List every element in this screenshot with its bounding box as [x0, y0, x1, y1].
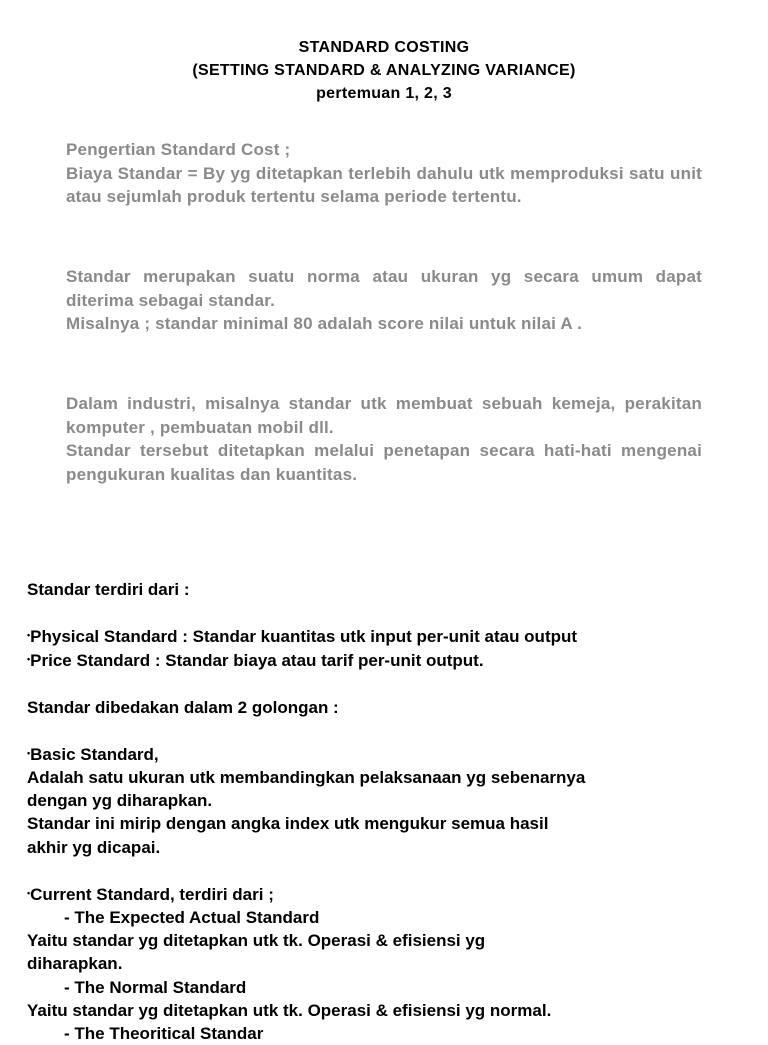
sub-item-theoretical: - The Theoritical Standar [64, 1024, 264, 1044]
list-item-current [27, 882, 757, 906]
bullet-icon: • [27, 654, 31, 665]
bullet-icon: • [27, 747, 31, 758]
sub-item-expected: - The Expected Actual Standard [64, 908, 320, 928]
norm-block [66, 265, 702, 336]
current-standard-title: Current Standard, terdiri dari ; [30, 884, 274, 904]
basic-line: Standar ini mirip dengan angka index utk mengukur semua hasil [27, 814, 549, 834]
definition-block [66, 138, 702, 209]
basic-line: Adalah satu ukuran utk membandingkan pelaksanaan yg sebenarnya [27, 768, 586, 788]
document-title: STANDARD COSTING [298, 39, 470, 56]
industry-block [66, 392, 702, 486]
norm-example: Misalnya ; standar minimal 80 adalah score nilai untuk nilai A . [66, 314, 583, 333]
bullet-icon: • [27, 887, 31, 898]
industry-text: Dalam industri, misalnya standar utk membuat sebuah kemeja, perakitan komputer , pembuatan mobil dll. [66, 394, 702, 437]
standards-heading: Standar terdiri dari : [27, 580, 190, 599]
definition-heading: Pengertian Standard Cost ; [66, 140, 291, 159]
expected-line: diharapkan. [27, 954, 123, 974]
basic-line: akhir yg dicapai. [27, 837, 161, 857]
classification-heading: Standar dibedakan dalam 2 golongan : [27, 697, 339, 717]
list-item-basic [27, 742, 757, 766]
meeting-label: pertemuan 1, 2, 3 [316, 85, 452, 102]
sub-item-normal: - The Normal Standard [64, 977, 247, 997]
industry-standard-text: Standar tersebut ditetapkan melalui penetapan secara hati-hati mengenai pengukuran kualitas dan kuantitas. [66, 441, 702, 484]
list-item-physical [27, 624, 757, 648]
standards-section [27, 578, 757, 1045]
norm-text: Standar merupakan suatu norma atau ukuran yg secara umum dapat diterima sebagai standar. [66, 267, 702, 310]
document-subtitle: (SETTING STANDARD & ANALYZING VARIANCE) [192, 62, 576, 79]
expected-line: Yaitu standar yg ditetapkan utk tk. Operasi & efisiensi yg [27, 931, 486, 951]
normal-line: Yaitu standar yg ditetapkan utk tk. Operasi & efisiensi yg normal. [27, 1000, 552, 1020]
price-standard-text: Price Standard : Standar biaya atau tarif per-unit output. [30, 651, 484, 671]
basic-standard-title: Basic Standard, [30, 744, 159, 764]
physical-standard-text: Physical Standard : Standar kuantitas utk input per-unit atau output [30, 627, 578, 647]
basic-line: dengan yg diharapkan. [27, 791, 213, 811]
document-header [0, 36, 768, 105]
bullet-icon: • [27, 630, 31, 641]
definition-text: Biaya Standar = By yg ditetapkan terlebih dahulu utk memproduksi satu unit atau sejumlah produk tertentu selama periode tertentu. [66, 163, 702, 206]
list-item-price [27, 648, 757, 672]
